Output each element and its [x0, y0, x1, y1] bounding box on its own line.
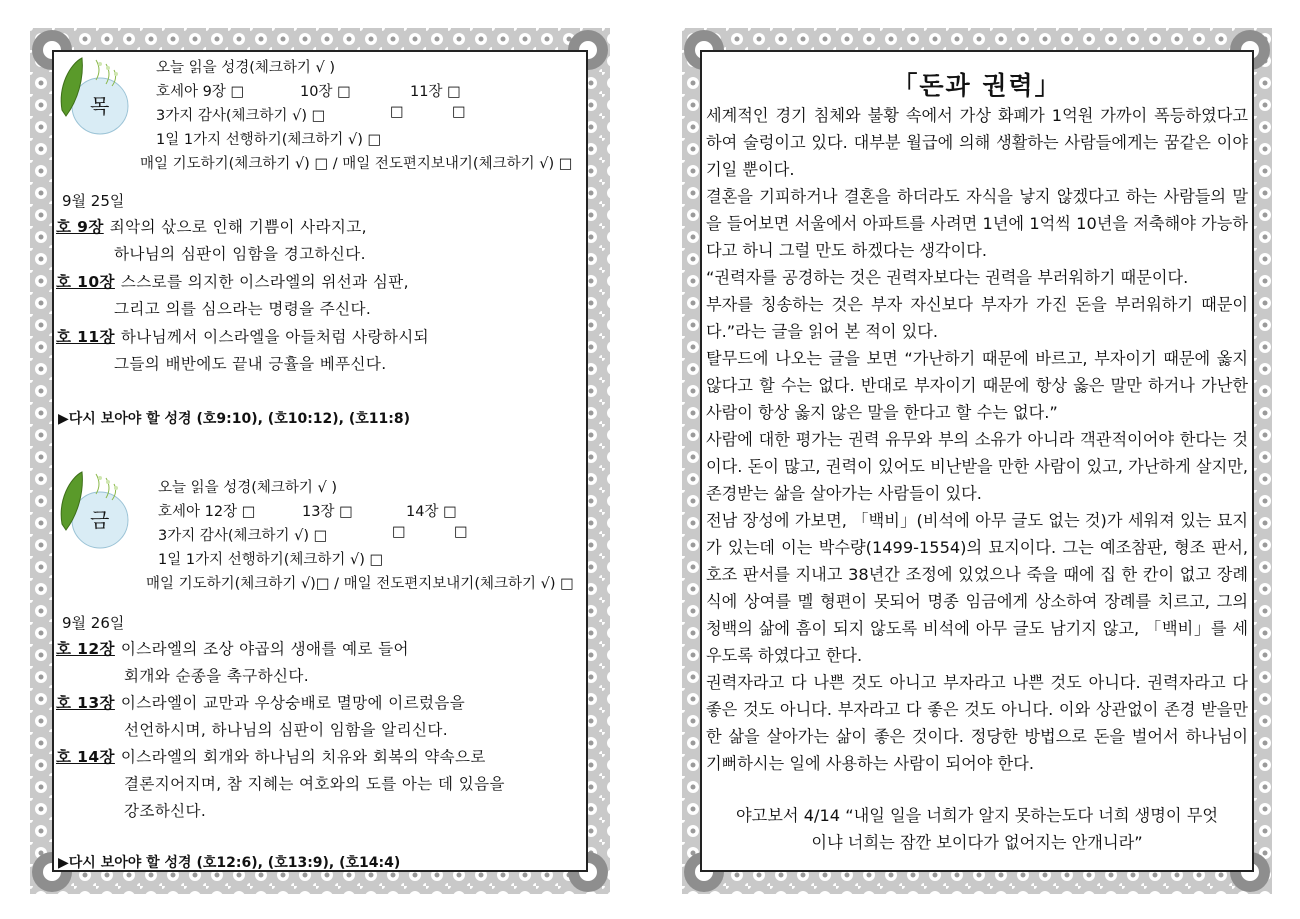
- good-deed-check[interactable]: 1일 1가지 선행하기(체크하기 √) □: [158, 552, 384, 568]
- chapter-ref: 호 14장: [56, 748, 115, 766]
- thursday-label: 목: [90, 94, 110, 118]
- chapter-check-1[interactable]: 호세아 12장 □: [158, 504, 256, 520]
- chapter-entry: [56, 745, 486, 767]
- chapter-summary: 스스로를 의지한 이스라엘의 위선과 심판,: [120, 273, 409, 291]
- friday-badge: [56, 470, 132, 556]
- chapter-ref: 호 10장: [56, 273, 115, 291]
- chapter-entry: [56, 215, 367, 237]
- essay-paragraph: “권력자를 공경하는 것은 권력자보다는 권력을 부러워하기 때문이다.: [706, 268, 1189, 287]
- daily-prayer-check[interactable]: 매일 기도하기(체크하기 √)□ / 매일 전도편지보내기(체크하기 √) □: [146, 576, 574, 592]
- left-page: [30, 28, 610, 894]
- chapter-ref: 호 13장: [56, 694, 115, 712]
- thanks-check-3[interactable]: □: [454, 524, 468, 540]
- chapter-check-2[interactable]: 13장 □: [302, 504, 353, 520]
- essay-paragraph: 탈무드에 나오는 글을 보면 “가난하기 때문에 바르고, 부자이기 때문에 옳지 않다고 할 수는 없다. 반대로 부자이기 때문에 항상 옳은 말만 하거나 가난한 사람이 항상 옳지 않은 말을 한다고 할 수는 없다.”: [706, 349, 1248, 422]
- chapter-summary: 이스라엘의 조상 야곱의 생애를 예로 들어: [120, 640, 409, 658]
- bible-verse-line-1: 야고보서 4/14 “내일 일을 너희가 알지 못하는도다 너희 생명이 무엇: [736, 806, 1218, 825]
- thanks-check-1[interactable]: 3가지 감사(체크하기 √) □: [156, 108, 326, 124]
- chapter-check-1[interactable]: 호세아 9장 □: [156, 84, 245, 100]
- essay-paragraph: 세계적인 경기 침체와 불황 속에서 가상 화폐가 1억원 가까이 폭등하였다고 하여 술렁이고 있다. 대부분 월급에 의해 생활하는 사람들에게는 꿈같은 이야기일 뿐이다.: [706, 106, 1248, 179]
- chapter-entry: [56, 637, 409, 659]
- chapter-entry: [56, 270, 409, 292]
- chapter-summary-cont: 회개와 순종을 촉구하신다.: [124, 667, 310, 685]
- thanks-check-2[interactable]: □: [392, 524, 406, 540]
- reading-checklist-label: 오늘 읽을 성경(체크하기 √ ): [156, 60, 336, 76]
- chapter-summary: 이스라엘의 회개와 하나님의 치유와 회복의 약속으로: [120, 748, 486, 766]
- thanks-check-3[interactable]: □: [452, 104, 466, 120]
- chapter-entry: [56, 325, 429, 347]
- date-label: 9월 26일: [62, 614, 125, 632]
- date-label: 9월 25일: [62, 192, 125, 210]
- thanks-check-2[interactable]: □: [390, 104, 404, 120]
- right-content: [706, 52, 1248, 870]
- chapter-ref: 호 11장: [56, 328, 115, 346]
- chapter-summary-cont: 그들의 배반에도 끝내 긍휼을 베푸신다.: [114, 355, 387, 373]
- chapter-summary-cont: 그리고 의를 심으라는 명령을 주신다.: [114, 300, 372, 318]
- chapter-ref: 호 12장: [56, 640, 115, 658]
- review-verses: ▶다시 보아야 할 성경 (호12:6), (호13:9), (호14:4): [58, 855, 401, 871]
- thursday-badge: [56, 56, 132, 142]
- friday-label: 금: [90, 508, 110, 532]
- chapter-summary: 하나님께서 이스라엘을 아들처럼 사랑하시되: [120, 328, 429, 346]
- essay-paragraph: 부자를 칭송하는 것은 부자 자신보다 부자가 가진 돈을 부러워하기 때문이다.”라는 글을 읽어 본 적이 있다.: [706, 295, 1248, 341]
- review-verses: ▶다시 보아야 할 성경 (호9:10), (호10:12), (호11:8): [58, 411, 411, 427]
- chapter-summary-cont: 결론지어지며, 참 지혜는 여호와의 도를 아는 데 있음을: [124, 775, 505, 793]
- chapter-summary-cont: 하나님의 심판이 임함을 경고하신다.: [114, 245, 366, 263]
- right-page: [682, 28, 1272, 894]
- chapter-summary: 이스라엘이 교만과 우상숭배로 멸망에 이르렀음을: [120, 694, 466, 712]
- essay-paragraph: 결혼을 기피하거나 결혼을 하더라도 자식을 낳지 않겠다고 하는 사람들의 말을 들어보면 서울에서 아파트를 사려면 1년에 1억씩 10년을 저축해야 가능하다고 하니 그럴 만도 하겠다는 생각이다.: [706, 187, 1248, 260]
- daily-prayer-check[interactable]: 매일 기도하기(체크하기 √) □ / 매일 전도편지보내기(체크하기 √) □: [140, 156, 573, 172]
- essay-paragraph: 전남 장성에 가보면, 「백비」(비석에 아무 글도 없는 것)가 세워져 있는 묘지가 있는데 이는 박수량(1499-1554)의 묘지이다. 그는 예조참판, 형조 판서, 호조 판서를 지내고 38년간 조정에 있었으나 죽을 때에 집 한 칸이 없고 장례식에 상여를 멜 형편이 못되어 명종 임금에게 상소하여 장례를 치르고, 그의 청백의 삶에 흠이 되지 않도록 비석에 아무 글도 남기지 않고, 「백비」를 세우도록 하였다고 한다.: [706, 511, 1248, 665]
- reading-checklist-label: 오늘 읽을 성경(체크하기 √ ): [158, 480, 338, 496]
- essay-title: 「돈과 권력」: [892, 71, 1062, 100]
- chapter-summary: 죄악의 삯으로 인해 기쁨이 사라지고,: [109, 218, 367, 236]
- chapter-ref: 호 9장: [56, 218, 104, 236]
- essay-paragraph: 사람에 대한 평가는 권력 유무와 부의 소유가 아니라 객관적이어야 한다는 것이다. 돈이 많고, 권력이 있어도 비난받을 만한 사람이 있고, 가난하게 살지만, 존경받는 삶을 살아가는 사람들이 있다.: [706, 430, 1248, 503]
- thanks-check-1[interactable]: 3가지 감사(체크하기 √) □: [158, 528, 328, 544]
- essay-paragraph: 권력자라고 다 나쁜 것도 아니고 부자라고 나쁜 것도 아니다. 권력자라고 다 좋은 것도 아니다. 부자라고 다 좋은 것도 아니다. 이와 상관없이 존경 받을만한 삶을 살아가는 삶이 좋은 것이다. 정당한 방법으로 돈을 벌어서 하나님이 기뻐하시는 일에 사용하는 사람이 되어야 한다.: [706, 673, 1248, 773]
- good-deed-check[interactable]: 1일 1가지 선행하기(체크하기 √) □: [156, 132, 382, 148]
- chapter-entry: [56, 691, 465, 713]
- left-content: [54, 52, 586, 870]
- chapter-check-2[interactable]: 10장 □: [300, 84, 351, 100]
- bible-verse-line-2: 이냐 너희는 잠깐 보이다가 없어지는 안개니라”: [811, 833, 1143, 852]
- chapter-check-3[interactable]: 11장 □: [410, 84, 461, 100]
- chapter-summary-cont: 선언하시며, 하나님의 심판이 임함을 알리신다.: [124, 721, 449, 739]
- chapter-check-3[interactable]: 14장 □: [406, 504, 457, 520]
- chapter-summary-cont: 강조하신다.: [124, 802, 207, 820]
